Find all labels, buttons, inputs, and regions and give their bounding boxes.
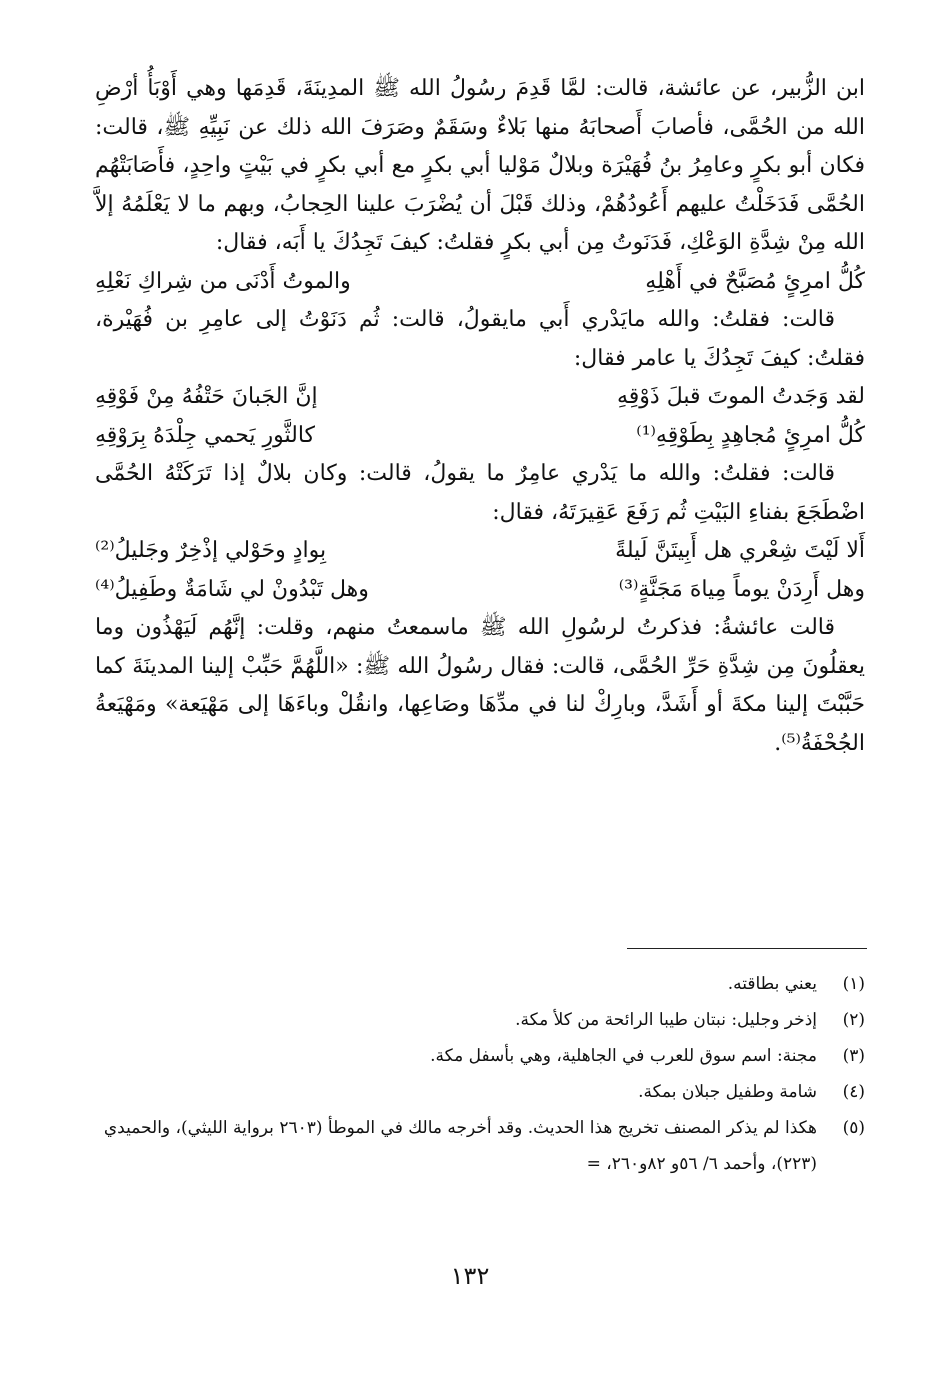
verse-second-hemistich: وهل تَبْدُونْ لي شَامَةٌ وطَفِيلُ⁽⁴⁾ [95,576,369,602]
verse-second-hemistich: كالثَّورِ يَحمي جِلْدَهُ بِرَوْقِهِ [95,422,316,448]
paragraph-2: قالت: فقلتُ: والله مايَدْري أَبي مايقولُ، قالت: ثُم دَنَوْتُ إلى عامِرِ بن فُهَيْرة، فقلتُ: كيفَ تَجِدُكَ يا عامر فقال: [95,307,865,371]
verse-first-hemistich: كُلُّ امرِئٍ مُصَبَّحٌ في أَهْلِهِ [645,268,865,294]
footnote-number: (٥) [842,1118,865,1138]
verse-first-hemistich: وهل أَرِدَنْ يوماً مِياهَ مَجَنَّةٍ⁽³⁾ [618,576,865,602]
verse-second-hemistich: إنَّ الجَبانَ حَتْفُهُ مِنْ فَوْقِهِ [95,384,318,409]
main-text [95,70,865,763]
poem-line-5 [95,571,865,610]
footnote [95,1038,865,1074]
footnotes [95,966,865,1182]
poem-line-2 [95,378,865,417]
footnote-number: (٤) [842,1082,865,1102]
footnote [95,1002,865,1038]
footnote-text: هكذا لم يذكر المصنف تخريج هذا الحديث. وقد أخرجه مالك في الموطأ (٢٦٠٣ برواية الليثي)، والحميدي (٢٢٣)، وأحمد ٦/ ٥٦و ٨٢و٢٦٠، = [103,1118,817,1174]
footnote-text: مجنة: اسم سوق للعرب في الجاهلية، وهي بأسفل مكة. [430,1046,817,1066]
footnote-text: إذخر وجليل: نبتان طيبا الرائحة من كلأ مكة. [515,1010,817,1030]
poem-line-4 [95,532,865,571]
paragraph-1: ابن الزُّبير، عن عائشة، قالت: لمَّا قَدِمَ رسُولُ الله ﷺ المدِينَةَ، قَدِمَها وهي أَوْبَأُ أرْضِ الله من الحُمَّى، فأصابَ أَصحابَهُ منها بَلاءٌ وسَقَمٌ وصَرَفَ الله ذلك عن نَبِيِّهِ ﷺ، قالت: فكان أبو بكرٍ وعامِرُ بنُ فُهَيْرَة وبلالٌ مَوْليا أبي بكرٍ مع أبي بكرٍ في بَيْتٍ واحِدٍ، فأَصَابَتْهُم الحُمَّى فَدَخَلْتُ عليهم أَعُودُهُمْ، وذلك قَبْلَ أن يُضْرَبَ علينا الحِجابُ، وبهم ما لا يَعْلَمُهُ إلاَّ الله مِنْ شِدَّةِ الوَعْكِ، فَدَنَوتُ مِن أبي بكرٍ فقلتُ: كيفَ تَجِدُكَ يا أَبَه، فقال: [95,76,865,255]
poem-line-3 [95,417,865,456]
footnote [95,966,865,1002]
footnote-number: (١) [842,974,865,994]
footnote [95,1074,865,1110]
footnote-text: شامة وطفيل جبلان بمكة. [638,1082,817,1102]
verse-second-hemistich: والموتُ أَدْنَى من شِراكِ نَعْلِهِ [95,268,351,294]
verse-first-hemistich: كُلُّ امرِئٍ مُجاهِدٍ بِطَوْقِهِ⁽¹⁾ [636,422,865,448]
verse-first-hemistich: أَلا لَيْتَ شِعْري هل أَبِيتَنَّ لَيلةً [615,538,865,563]
footnote [95,1110,865,1182]
footnote-number: (٢) [842,1010,865,1030]
footnote-text: يعني بطاقته. [727,974,817,994]
page-number: ١٣٢ [450,1262,490,1290]
poem-line-1 [95,263,865,302]
footnote-separator [627,948,867,949]
footnote-number: (٣) [842,1046,865,1066]
paragraph-4: قالت عائشةُ: فذكرتُ لرسُولِ الله ﷺ ماسمعتُ منهم، وقلت: إنَّهُم لَيَهْذُون وما يعقلُونَ مِن شِدَّةِ حَرِّ الحُمَّى، قالت: فقال رسُولُ الله ﷺ: «اللَّهُمَّ حَبِّبْ إلينا المدينَةَ كما حَبَّبْتَ إلينا مكةَ أو أَشَدَّ، وبارِكْ لنا في مدِّهَا وصَاعِها، وانقُلْ وباءَهَا إلى مَهْيَعة» ومَهْيَعةُ الجُحْفَةُ⁽⁵⁾. [95,615,865,756]
verse-first-hemistich: لقد وَجَدتُ الموتَ قبلَ ذَوْقِهِ [617,384,865,409]
paragraph-3: قالت: فقلتُ: والله ما يَدْري عامِرٌ ما يقولُ، قالت: وكان بلالٌ إذا تَرَكَتْهُ الحُمَّى اضْطَجَعَ بفناءِ البَيْتِ ثُم رَفَعَ عَقِيرَتَهُ، فقال: [95,461,865,525]
verse-second-hemistich: بِوادٍ وحَوْلي إذْخِرٌ وجَليلُ⁽²⁾ [95,538,327,563]
